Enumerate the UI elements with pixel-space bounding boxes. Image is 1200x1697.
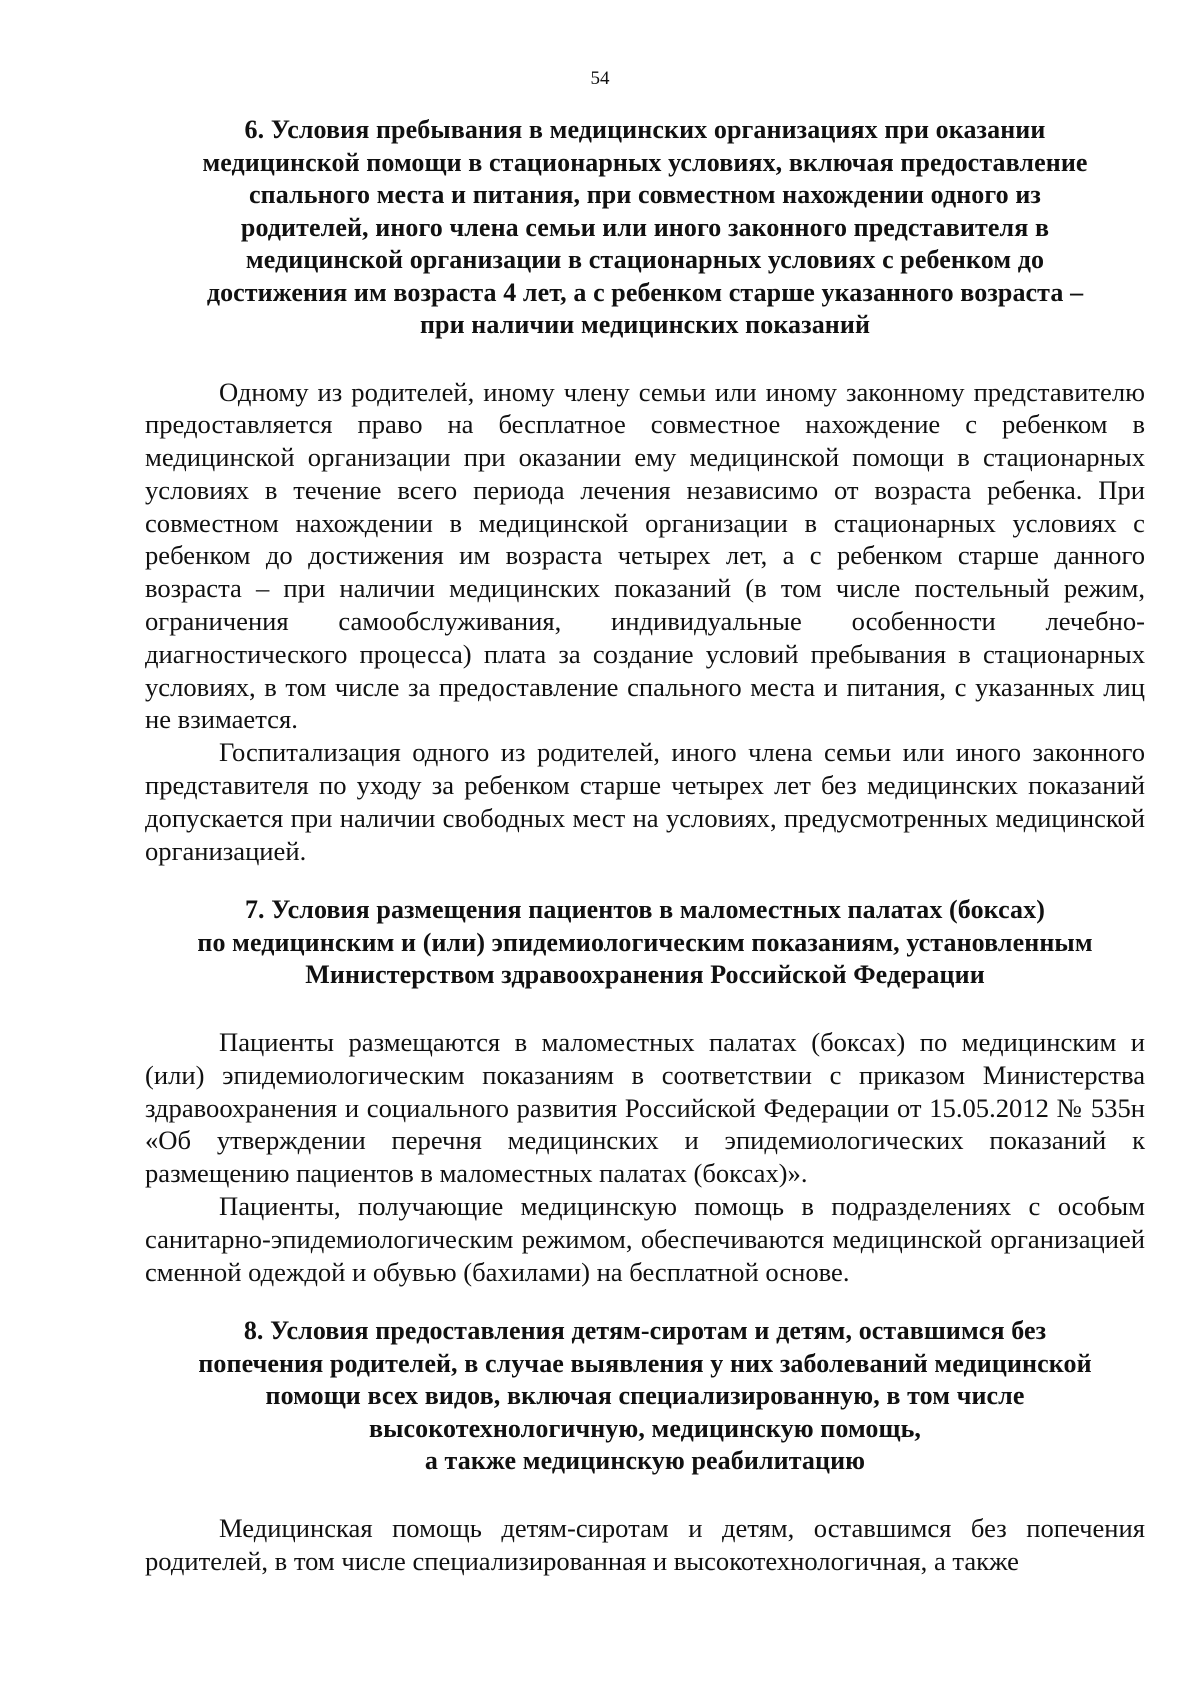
heading-line: попечения родителей, в случае выявления у них заболеваний медицинской (198, 1348, 1092, 1378)
section-7-paragraph: Пациенты размещаются в маломестных палатах (боксах) по медицинским и (или) эпидемиологическим показаниям в соответствии с приказом Министерства здравоохранения и социального развития Российской Федерации от 15.05.2012 № 535н «Об утверждении перечня медицинских и эпидемиологических показаний к размещению пациентов в маломестных палатах (боксах)». (145, 1026, 1145, 1189)
heading-line: помощи всех видов, включая специализированную, в том числе (265, 1381, 1025, 1411)
section-7-heading (145, 894, 1145, 992)
heading-line: при наличии медицинских показаний (419, 310, 871, 339)
section-6-paragraph: Одному из родителей, иному члену семьи или иному законному представителю предоставляется право на бесплатное совместное нахождение с ребенком в медицинской организации при оказании ему медицинской помощи в стационарных условиях в течение всего периода лечения независимо от возраста ребенка. При совместном нахождении в медицинской организации в стационарных условиях с ребенком до достижения им возраста четырех лет, а с ребенком старше данного возраста – при наличии медицинских показаний (в том числе постельный режим, ограничения самообслуживания, индивидуальные особенности лечебно-диагностического процесса) плата за создание условий пребывания в стационарных условиях, в том числе за предоставление спального места и питания, с указанных лиц не взимается. (145, 376, 1145, 735)
heading-line: 6. Условия пребывания в медицинских организациях при оказании (244, 115, 1046, 144)
heading-line: 8. Условия предоставления детям-сиротам и детям, оставшимся без (243, 1316, 1047, 1346)
section-8-heading (145, 1315, 1145, 1478)
page-number: 54 (590, 68, 610, 89)
section-6-heading (145, 114, 1145, 342)
section-7-paragraph: Пациенты, получающие медицинскую помощь в подразделениях с особым санитарно-эпидемиологическим режимом, обеспечиваются медицинской организацией сменной одеждой и обувью (бахилами) на бесплатной основе. (145, 1190, 1145, 1287)
document-body (145, 114, 1145, 1577)
heading-line: родителей, иного члена семьи или иного законного представителя в (240, 212, 1050, 242)
heading-line: спального места и питания, при совместном нахождении одного из (249, 180, 1041, 209)
heading-line: а также медицинскую реабилитацию (424, 1446, 866, 1476)
heading-line: высокотехнологичную, медицинскую помощь, (368, 1413, 922, 1443)
heading-line: 7. Условия размещения пациентов в маломестных палатах (боксах) (244, 895, 1046, 925)
heading-line: медицинской помощи в стационарных условиях, включая предоставление (202, 147, 1088, 177)
section-8-paragraph: Медицинская помощь детям-сиротам и детям, оставшимся без попечения родителей, в том числе специализированная и высокотехнологичная, а также (145, 1512, 1145, 1576)
heading-line: по медицинским и (или) эпидемиологическим показаниям, установленным (197, 927, 1093, 957)
heading-line: достижения им возраста 4 лет, а с ребенком старше указанного возраста – (206, 277, 1084, 307)
heading-line: Министерством здравоохранения Российской Федерации (305, 960, 985, 990)
section-6-paragraph: Госпитализация одного из родителей, иного члена семьи или иного законного представителя по уходу за ребенком старше четырех лет без медицинских показаний допускается при наличии свободных мест на условиях, предусмотренных медицинской организацией. (145, 737, 1145, 866)
heading-line: медицинской организации в стационарных условиях с ребенком до (245, 245, 1045, 274)
